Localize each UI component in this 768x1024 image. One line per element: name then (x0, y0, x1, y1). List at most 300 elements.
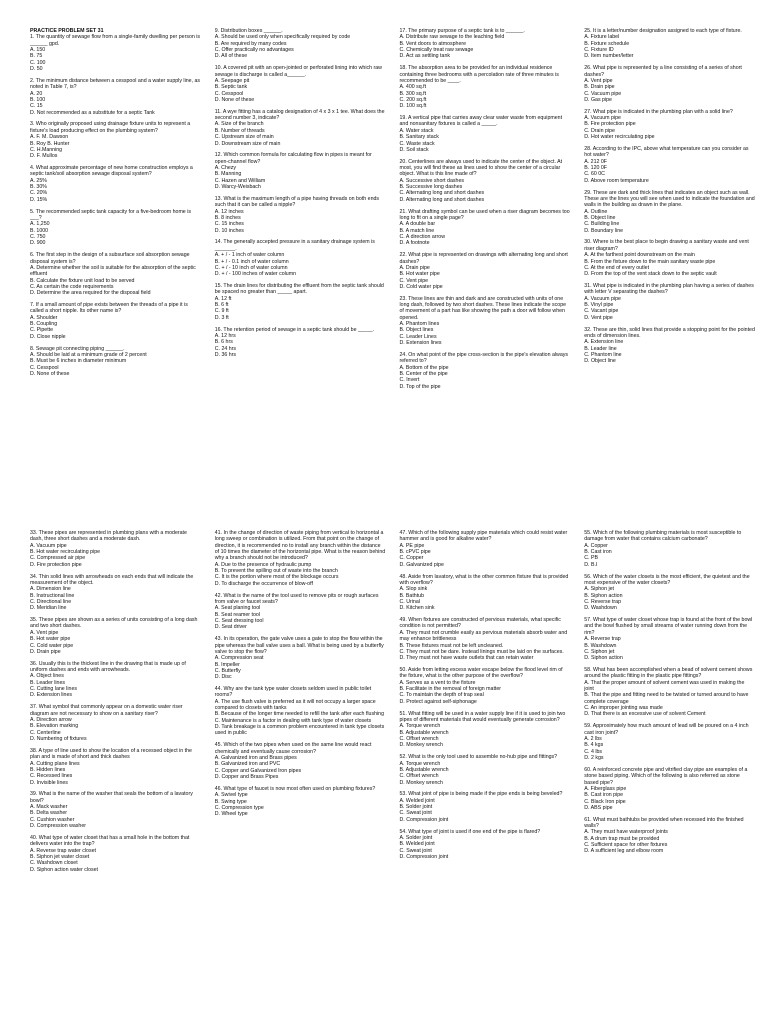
question-text: 20. Centerlines are always used to indicate the center of the object. At most, you will find these as lines used to show the center of a circular object. What is this line made of? (399, 158, 564, 178)
answer-option: C. Recessed lines (30, 773, 73, 780)
bottom-section (30, 530, 755, 1020)
column-1 (30, 28, 201, 498)
answer-option: C. Drain pipe (584, 127, 615, 134)
question-block (584, 667, 755, 718)
question-text: 61. What must bathtubs be provided when recessed into the finished walls? (584, 816, 746, 830)
column-4 (584, 28, 755, 498)
question-text: 22. What pipe is represented on drawings with alternating long and short dashes? (399, 252, 570, 265)
answer-option: A. Water stack (399, 127, 434, 134)
answer-option: D. 10 inches (214, 227, 244, 234)
question-block (584, 28, 755, 60)
answer-option: A. The use flush valve is preferred as it will not occupy a larger space compared to closets with tanks (214, 698, 378, 712)
answer-option: A. Galvanized iron and Brass pipes (214, 755, 297, 761)
column-6 (215, 530, 386, 1020)
question-text: 31. What pipe is indicated in the plumbing plan having a series of dashes with letter V separating the dashes? (584, 283, 756, 296)
answer-option: C. Cushion washer (30, 816, 75, 823)
answer-option: D. Monkey wrench (399, 779, 443, 786)
question-block (215, 593, 386, 631)
answer-option: A. Outline (584, 208, 608, 215)
question-block (584, 109, 755, 141)
answer-option: B. 30% (30, 184, 47, 191)
question-block (584, 327, 755, 365)
question-text: 23. These lines are thin and dark and are constructed with units of one long dash, followed by two short dashes. These lines indicate the scope of movement of a part has like showing the path a door will follow when opened. (399, 295, 568, 321)
answer-option: C. Butterfly (214, 667, 241, 674)
answer-option: C. Leader Lines (399, 333, 437, 340)
question-block (584, 190, 755, 234)
answer-option: B. Seat reamer tool (214, 611, 260, 618)
answer-option: B. Drain pipe (584, 84, 615, 91)
question-text: 25. It is a letter/number designation assigned to each type of fixture. (584, 28, 742, 34)
answer-option: C. Cesspool (30, 364, 59, 371)
answer-option: B. Object lines (399, 327, 434, 334)
answer-option: A. PE pipe (399, 542, 425, 549)
answer-option: B. Successive long dashes (399, 184, 463, 191)
answer-option: D. Top of the pipe (399, 383, 441, 390)
question-text: 13. What is the maximum length of a pipe having threads on both ends such that it can be called a nipple? (214, 195, 381, 209)
answer-option: B. That the pipe and fitting need to be twisted or turned around to have complete coverage (584, 692, 750, 705)
answer-option: A. Seepage pit (214, 77, 250, 84)
answer-option: C. 750 (30, 233, 46, 240)
answer-option: B. 100 (30, 96, 46, 103)
answer-option: A. Phantom lines (399, 321, 440, 328)
question-block (30, 530, 201, 568)
answer-option: B. Adjustable wrench (399, 766, 449, 773)
answer-option: D. Drain pipe (30, 648, 61, 655)
answer-option: B. Septic tank (214, 84, 248, 91)
answer-option: C. Centerline (30, 729, 61, 736)
question-block (584, 723, 755, 761)
question-text: 41. In the change of direction of waste piping from vertical to horizontal a long sweep or combination is utilized. From that point on the change of direction, it is recommended no to install any branch within the distance of 10 times the diameter of the horizontal pipe. What is the reason behind why a branch should not be introduced? (214, 530, 387, 562)
answer-option: C. Vent pipe (399, 277, 429, 284)
answer-option: D. Soil stack (399, 146, 429, 153)
answer-option: A. Fiberglass pipe (584, 785, 627, 792)
answer-option: D. None of these (30, 371, 70, 377)
question-block (215, 742, 386, 780)
question-block (400, 530, 571, 568)
answer-option: D. Gas pipe (584, 96, 612, 103)
top-section (30, 28, 755, 498)
answer-option: C. Black Iron pipe (584, 798, 626, 805)
answer-option: D. Boundary line (584, 227, 624, 234)
answer-option: D. They must not have waste outlets that can retain water (399, 655, 534, 662)
answer-option: C. Offset wrench (399, 773, 439, 780)
question-text: 1. The quantity of sewage flow from a single-family dwelling per person is ______ gpd. (30, 34, 202, 47)
question-block (584, 530, 755, 568)
answer-option: D. Determine the area required for the disposal field (30, 290, 151, 297)
question-block (584, 574, 755, 612)
question-text: 26. What pipe is represented by a line consisting of a series of short dashes? (584, 65, 744, 78)
answer-option: D. + / - 100 inches of water column (214, 271, 297, 278)
question-block (400, 65, 571, 109)
answer-option: C. Cesspool (214, 90, 244, 97)
answer-option: B. Instructional line (30, 592, 75, 599)
answer-option: B. Swing type (214, 798, 247, 805)
answer-option: B. Welded joint (399, 841, 435, 848)
answer-option: A. Should be used only when specifically required by code (214, 34, 351, 41)
question-block (215, 239, 386, 277)
answer-option: C. Cutting lane lines (30, 686, 77, 693)
answer-option: D. Act as settling tank (399, 53, 450, 60)
answer-option: C. At the end of every outlet (584, 264, 650, 271)
answer-option: B. Hot water pipe (30, 636, 71, 643)
answer-option: C. Copper and Galvanized Iron pipes (214, 767, 302, 774)
answer-option: A. Fixture label (584, 34, 620, 41)
answer-option: B. Center of the pipe (399, 371, 448, 377)
question-text: 27. What pipe is indicated in the plumbing plan with a solid line? (584, 108, 733, 115)
answer-option: B. 1000 (30, 227, 49, 234)
question-text: 44. Why are the tank type water closets seldom used in public toilet rooms? (214, 686, 373, 699)
answer-option: B. Washdown (584, 642, 617, 649)
question-block (215, 530, 386, 587)
answer-option: D. Alternating long and short dashes (399, 196, 485, 203)
question-text: 57. What type of water closet whose trap is found at the front of the bowl and the bowl flushed by small streams of water running down from the rim? (584, 617, 754, 636)
answer-option: B. Leader line (584, 345, 617, 352)
question-block (30, 121, 201, 159)
question-block (584, 283, 755, 321)
answer-option: A. F. M. Dawson (30, 134, 69, 141)
answer-option: B. Solder joint (399, 804, 433, 811)
answer-option: D. All of these (214, 53, 248, 60)
answer-option: A. They must not crumble easily as pervious materials absorb water and may enhance brittleness (399, 629, 569, 643)
answer-option: B. Cast iron (584, 549, 612, 556)
answer-option: B. Because of the longer time needed to refill the tank after each flushing (214, 711, 385, 718)
answer-option: C. Chemically treat raw sewage (399, 47, 474, 54)
answer-option: D. Numbering of fixtures (30, 735, 87, 742)
question-text: 5. The recommended septic tank capacity for a five-bedroom home is ___? (30, 208, 193, 221)
answer-option: A. Vacuum pipe (30, 542, 67, 549)
answer-option: D. Copper and Brass Pipes (214, 774, 279, 781)
answer-option: B. Bathtub (399, 592, 425, 599)
answer-option: C. To maintain the depth of trap seal (399, 692, 484, 699)
question-block (215, 196, 386, 234)
question-text: 52. What is the only tool used to assemble no-hub pipe and fittings? (399, 754, 558, 761)
answer-option: C. Sufficient space for other fixtures (584, 842, 668, 849)
answer-option: D. Invisible lines (30, 779, 68, 786)
question-text: 34. Thin solid lines with arrowheads on each ends that will indicate the measurement of the object. (30, 573, 195, 586)
question-block (30, 791, 201, 829)
answer-option: A. Seat planing tool (214, 605, 261, 612)
answer-option: D. Fire protection pipe (30, 561, 82, 568)
answer-option: A. Shoulder (30, 314, 58, 321)
answer-option: B. Delta washer (30, 810, 68, 817)
answer-option: B. Leader lines (30, 679, 66, 686)
answer-option: D. Cold water pipe (399, 283, 443, 290)
question-text: 3. Who originally proposed using drainage fixture units to represent a fixture's load producing effect on the plumbing system? (30, 121, 192, 134)
answer-option: A. Vent pipe (584, 77, 613, 84)
answer-option: D. Meridian line (30, 605, 67, 612)
question-block (400, 115, 571, 153)
answer-option: C. Maintenance is a factor in dealing with tank type of water closets (214, 717, 372, 724)
question-block (30, 346, 201, 378)
question-text: 18. The absorption area to be provided for an individual residence containing three bedrooms with a percolation rate of three minutes is recommended to be ____. (399, 65, 561, 84)
answer-option: A. Bottom of the pipe (399, 364, 449, 371)
question-text: 33. These pipes are represented in plumbing plans with a moderate dash, three short dashes and a moderate dash. (30, 530, 189, 543)
answer-option: A. 12 hrs (214, 332, 236, 339)
question-text: 37. What symbol that commonly appear on a domestic water riser diagram are not necessary to show on a sanitary riser? (30, 704, 185, 717)
question-text: 54. What type of joint is used if one end of the pipe is flared? (399, 828, 541, 835)
answer-option: A. Distribute raw sewage to the leaching field (399, 34, 505, 41)
answer-option: A. Serves as a vent to the fixture (399, 679, 476, 686)
answer-option: B. From the fixture down to the main sanitary waste pipe (584, 258, 716, 265)
answer-option: D. Siphon action (584, 655, 623, 662)
question-text: 48. Aside from lavatory, what is the other common fixture that is provided with overflow? (399, 573, 570, 586)
answer-option: A. Chezy (214, 165, 237, 172)
answer-option: C. Hazen and William (214, 177, 266, 184)
answer-option: B. Siphon action (584, 592, 623, 599)
answer-option: B. Siphon jet water closet (30, 853, 90, 860)
question-text: 59. Approximately how much amount of lead will be poured on a 4 inch cast iron joint? (584, 723, 751, 736)
answer-option: B. To prevent the spilling out of waste into the branch (214, 568, 338, 575)
question-text: 10. A covered pit with an open-jointed or perforated lining into which raw sewage is discharge is called a______. (214, 65, 384, 78)
answer-option: D. Item number/letter (584, 53, 634, 60)
question-text: 58. What has been accomplished when a bead of solvent cement shows around the plastic fitting in the plastic pipe fittings? (584, 667, 754, 680)
answer-option: D. F. Mullos (30, 153, 58, 160)
question-block (400, 754, 571, 786)
answer-option: A. Size of the branch (214, 121, 264, 128)
answer-option: A. Welded joint (399, 797, 435, 804)
answer-option: C. Compressed air pipe (30, 555, 86, 562)
question-block (30, 34, 201, 72)
question-text: 56. Which of the water closets is the most efficient, the quietest and the most expensive of the water closets? (584, 573, 752, 586)
answer-option: A. Direction arrow (30, 716, 72, 723)
answer-option: B. Calculate the fixture unit load to be served (30, 277, 135, 284)
answer-option: D. 900 (30, 240, 46, 247)
question-block (30, 617, 201, 655)
answer-option: C. 9 ft (214, 308, 229, 315)
answer-option: A. Reverse trap water closet (30, 847, 96, 854)
answer-option: B. Are required by many codes (214, 40, 287, 47)
question-text: 30. Where is the best place to begin drawing a sanitary waste and vent riser diagram? (584, 239, 751, 252)
answer-option: C. Alternating long and short dashes (399, 190, 485, 197)
answer-option: D. Close nipple (30, 333, 66, 340)
question-block (584, 767, 755, 811)
answer-option: D. 36 hrs (214, 351, 237, 358)
question-block (215, 636, 386, 680)
answer-option: C. Directional line (30, 598, 72, 605)
question-block (584, 617, 755, 661)
question-block (215, 786, 386, 818)
question-block (584, 239, 755, 277)
answer-option: C. PB (584, 555, 598, 562)
question-text: 29. These are dark and thick lines that indicates an object such as wall. These are the lines you will see when used to indicate the foundation and walls in the building as drawn in the plane. (584, 189, 757, 209)
answer-option: D. A footnote (399, 240, 430, 247)
answer-option: A. Determine whether the soil is suitable for the absorption of the septic effluent (30, 264, 198, 278)
answer-option: D. Vent pipe (584, 314, 613, 321)
answer-option: C. Washdown closet (30, 860, 78, 867)
answer-option: C. 4 lbs (584, 748, 603, 755)
question-text: 2. The minimum distance between a cesspool and a water supply line, as noted in Table 7, is? (30, 77, 202, 91)
question-text: 8. Sewage pit connecting piping ______. (30, 345, 125, 352)
answer-option: A. Vacuum pipe (584, 115, 621, 122)
answer-option: D. Compression washer (30, 823, 87, 830)
question-text: 46. What type of faucet is now most often used on plumbing fixtures? (214, 785, 376, 792)
answer-option: B. 8 inches (214, 214, 241, 221)
question-block (400, 829, 571, 861)
answer-option: A. Torque wrench (399, 723, 441, 730)
question-text: 6. The first step in the design of a subsurface soil absorption sewage disposal system is? (30, 252, 192, 265)
answer-option: B. Roy B. Hunter (30, 140, 70, 147)
answer-option: A. 20 (30, 90, 43, 97)
question-text: 17. The primary purpose of a septic tank is to ______. (399, 28, 525, 34)
question-text: 49. When fixtures are constructed of pervious materials, what specific condition is not permitted? (399, 617, 563, 630)
answer-option: C. 20% (30, 190, 48, 197)
question-text: 47. Which of the following supply pipe materials which could resist water hammer and is good for alkaline water? (399, 530, 569, 543)
question-text: 39. What is the name of the washer that seals the bottom of a lavatory bowl? (30, 791, 195, 804)
answer-option: C. Urinal (399, 598, 420, 605)
question-block (400, 296, 571, 347)
question-text: 16. The retention period of sewage in a septic tank should be _____. (214, 326, 375, 333)
question-text: 45. Which of the two pipes when used on the same line would react chemically and eventually cause corrosion? (214, 742, 373, 755)
answer-option: A. Extension line (584, 339, 624, 346)
question-block (400, 617, 571, 661)
answer-option: C. Building line (584, 221, 620, 228)
question-text: 35. These pipes are shown as a series of units consisting of a long dash and two short dashes. (30, 617, 199, 630)
answer-option: B. Hot water pipe (399, 271, 440, 278)
question-text: 11. A wye fitting has a catalog designation of 4 x 3 x 1 tee. What does the second number 3, indicate? (214, 108, 386, 122)
question-block (400, 252, 571, 290)
answer-option: B. 120 0F (584, 165, 608, 172)
answer-option: C. Sweat joint (399, 810, 432, 817)
column-2 (215, 28, 386, 498)
question-block (584, 817, 755, 855)
answer-option: C. Siphon jet (584, 648, 615, 655)
question-block (30, 835, 201, 873)
answer-option: D. 3 ft (214, 314, 229, 321)
answer-option: C. 60 0C (584, 171, 605, 178)
answer-option: C. 100 (30, 59, 46, 66)
answer-option: D. B.I (584, 561, 598, 568)
column-3 (400, 28, 571, 498)
answer-option: D. Protect against self-siphonage (399, 698, 477, 705)
answer-option: C. 24 hrs (214, 345, 237, 352)
question-text: 21. What drafting symbol can be used when a riser diagram becomes too long to fit on a single page? (399, 208, 572, 221)
answer-option: A. At the farthest point downstream on the main (584, 252, 695, 259)
answer-option: D. Object line (584, 358, 616, 365)
answer-option: B. Facilitate in the removal of foreign matter (399, 686, 502, 693)
answer-option: D. Disc (214, 674, 232, 681)
answer-option: A. 12 inches (214, 208, 244, 215)
answer-option: C. Invert (399, 377, 420, 384)
answer-option: D. 50 (30, 66, 43, 73)
question-block (30, 209, 201, 247)
answer-option: A. 400 sq.ft (399, 84, 427, 91)
answer-option: D. Kitchen sink (399, 605, 435, 612)
answer-option: D. None of these (214, 96, 255, 103)
answer-option: D. Siphon action water closet (30, 866, 98, 873)
question-block (215, 152, 386, 190)
answer-option: C. Copper (399, 555, 424, 562)
answer-option: C. They must not be dare. Instead linings must be laid on the surfaces. (399, 648, 564, 655)
answer-option: C. Fixture ID (584, 47, 614, 54)
answer-option: C. As certain the code requirements (30, 283, 114, 290)
question-text: 38. A type of line used to show the location of a recessed object in the plan and is made of short and thick dashes (30, 747, 194, 761)
answer-option: A. Drain pipe (399, 264, 430, 271)
answer-option: C. Sweat joint (399, 847, 432, 854)
answer-option: C. 200 sq.ft (399, 96, 427, 103)
answer-option: C. Seat dressing tool (214, 617, 264, 624)
answer-option: C. Offer practically no advantages (214, 47, 294, 54)
answer-option: A. Siphon jet (584, 586, 615, 593)
answer-option: D. Not recommended as a substitute for a septic Tank (30, 109, 155, 116)
question-text: 51. What fitting will be used in a water supply line if it is used to join two pipes of different materials that would eventually generate corrosion? (399, 710, 567, 723)
question-block (30, 302, 201, 340)
answer-option: C. Upstream size of main (214, 134, 274, 141)
answer-option: A. A double bar (399, 221, 436, 228)
answer-option: D. ABS pipe (584, 804, 613, 811)
answer-option: B. A match line (399, 227, 435, 234)
answer-option: C. Vacant pipe (584, 308, 619, 315)
question-block (215, 686, 386, 737)
answer-option: D. Hot water recirculating pipe (584, 134, 655, 141)
question-text: 12. Which common formula for calculating flow in pipes is meant for open-channel flow? (214, 152, 374, 165)
answer-option: D. 15% (30, 196, 48, 203)
answer-option: A. Due to the presence of hydraulic pump (214, 561, 312, 568)
answer-option: B. Manning (214, 171, 242, 178)
answer-option: A. Object lines (30, 673, 64, 680)
answer-option: D. To discharge the occurrence of blow-off (214, 580, 313, 587)
answer-option: B. Elevation marking (30, 723, 79, 730)
answer-option: A. Reverse trap (584, 636, 621, 643)
answer-option: B. Object line (584, 214, 616, 221)
answer-option: A. 150 (30, 47, 46, 54)
answer-option: B. Cast iron pipe (584, 792, 624, 799)
question-text: 28. According to the IPC, above what temperature can you consider as hot water? (584, 146, 751, 159)
question-block (215, 327, 386, 359)
question-block (215, 65, 386, 103)
answer-option: D. Galvanized pipe (399, 561, 444, 568)
answer-option: D. Extension lines (399, 340, 442, 347)
document-title: PRACTICE PROBLEM SET 31 (30, 28, 104, 34)
answer-option: D. That there is an excessive use of solvent Cement (584, 711, 706, 718)
answer-option: D. Warcy-Weisbach (214, 184, 261, 191)
question-block (400, 209, 571, 247)
answer-option: B. A drum trap must be provided (584, 835, 660, 842)
answer-option: D. Wheel type (214, 811, 248, 818)
answer-option: D. Compression joint (399, 816, 449, 823)
question-text: 9. Distribution boxes ______. (214, 28, 283, 34)
question-text: 55. Which of the following plumbing materials is most susceptible to damage from water that contains calcium carbonate? (584, 530, 743, 543)
answer-option: A. Slop sink (399, 586, 428, 593)
answer-option: D. From the top of the vent stack down to the septic vault (584, 271, 717, 278)
answer-option: B. Hidden lines (30, 766, 66, 773)
answer-option: D. Above room temperature (584, 177, 649, 184)
question-text: 32. These are thin, solid lines that provide a stopping point for the pointed ends of dimension lines. (584, 326, 757, 339)
answer-option: D. Monkey wrench (399, 742, 443, 749)
answer-option: B. Vinyl pipe (584, 302, 614, 309)
answer-option: B. Galvanized iron and PVC (214, 761, 281, 768)
answer-option: C. Cold water pipe (30, 642, 74, 649)
question-block (30, 574, 201, 612)
answer-option: B. Must be 6 inches in diameter minimum (30, 358, 127, 365)
column-8 (584, 530, 755, 1020)
answer-option: A. 212 0F (584, 158, 608, 165)
answer-option: A. 25% (30, 177, 47, 184)
question-block (584, 65, 755, 103)
answer-option: D. 100 sq.ft (399, 103, 427, 110)
answer-option: C. Compression type (214, 804, 264, 811)
answer-option: A. Solder joint (399, 834, 433, 841)
question-block (30, 748, 201, 786)
question-block (30, 165, 201, 203)
answer-option: A. That the proper amount of solvent cement was used in making the joint (584, 679, 746, 693)
answer-option: B. 300 sq.ft (399, 90, 427, 97)
answer-option: B. Fixture schedule (584, 40, 630, 47)
question-block (30, 252, 201, 296)
question-block (400, 28, 571, 60)
question-text: 24. On what point of the pipe cross-section is the pipe's elevation always referred to? (399, 351, 570, 365)
answer-option: D. Washdown (584, 605, 617, 612)
question-block (215, 28, 386, 60)
